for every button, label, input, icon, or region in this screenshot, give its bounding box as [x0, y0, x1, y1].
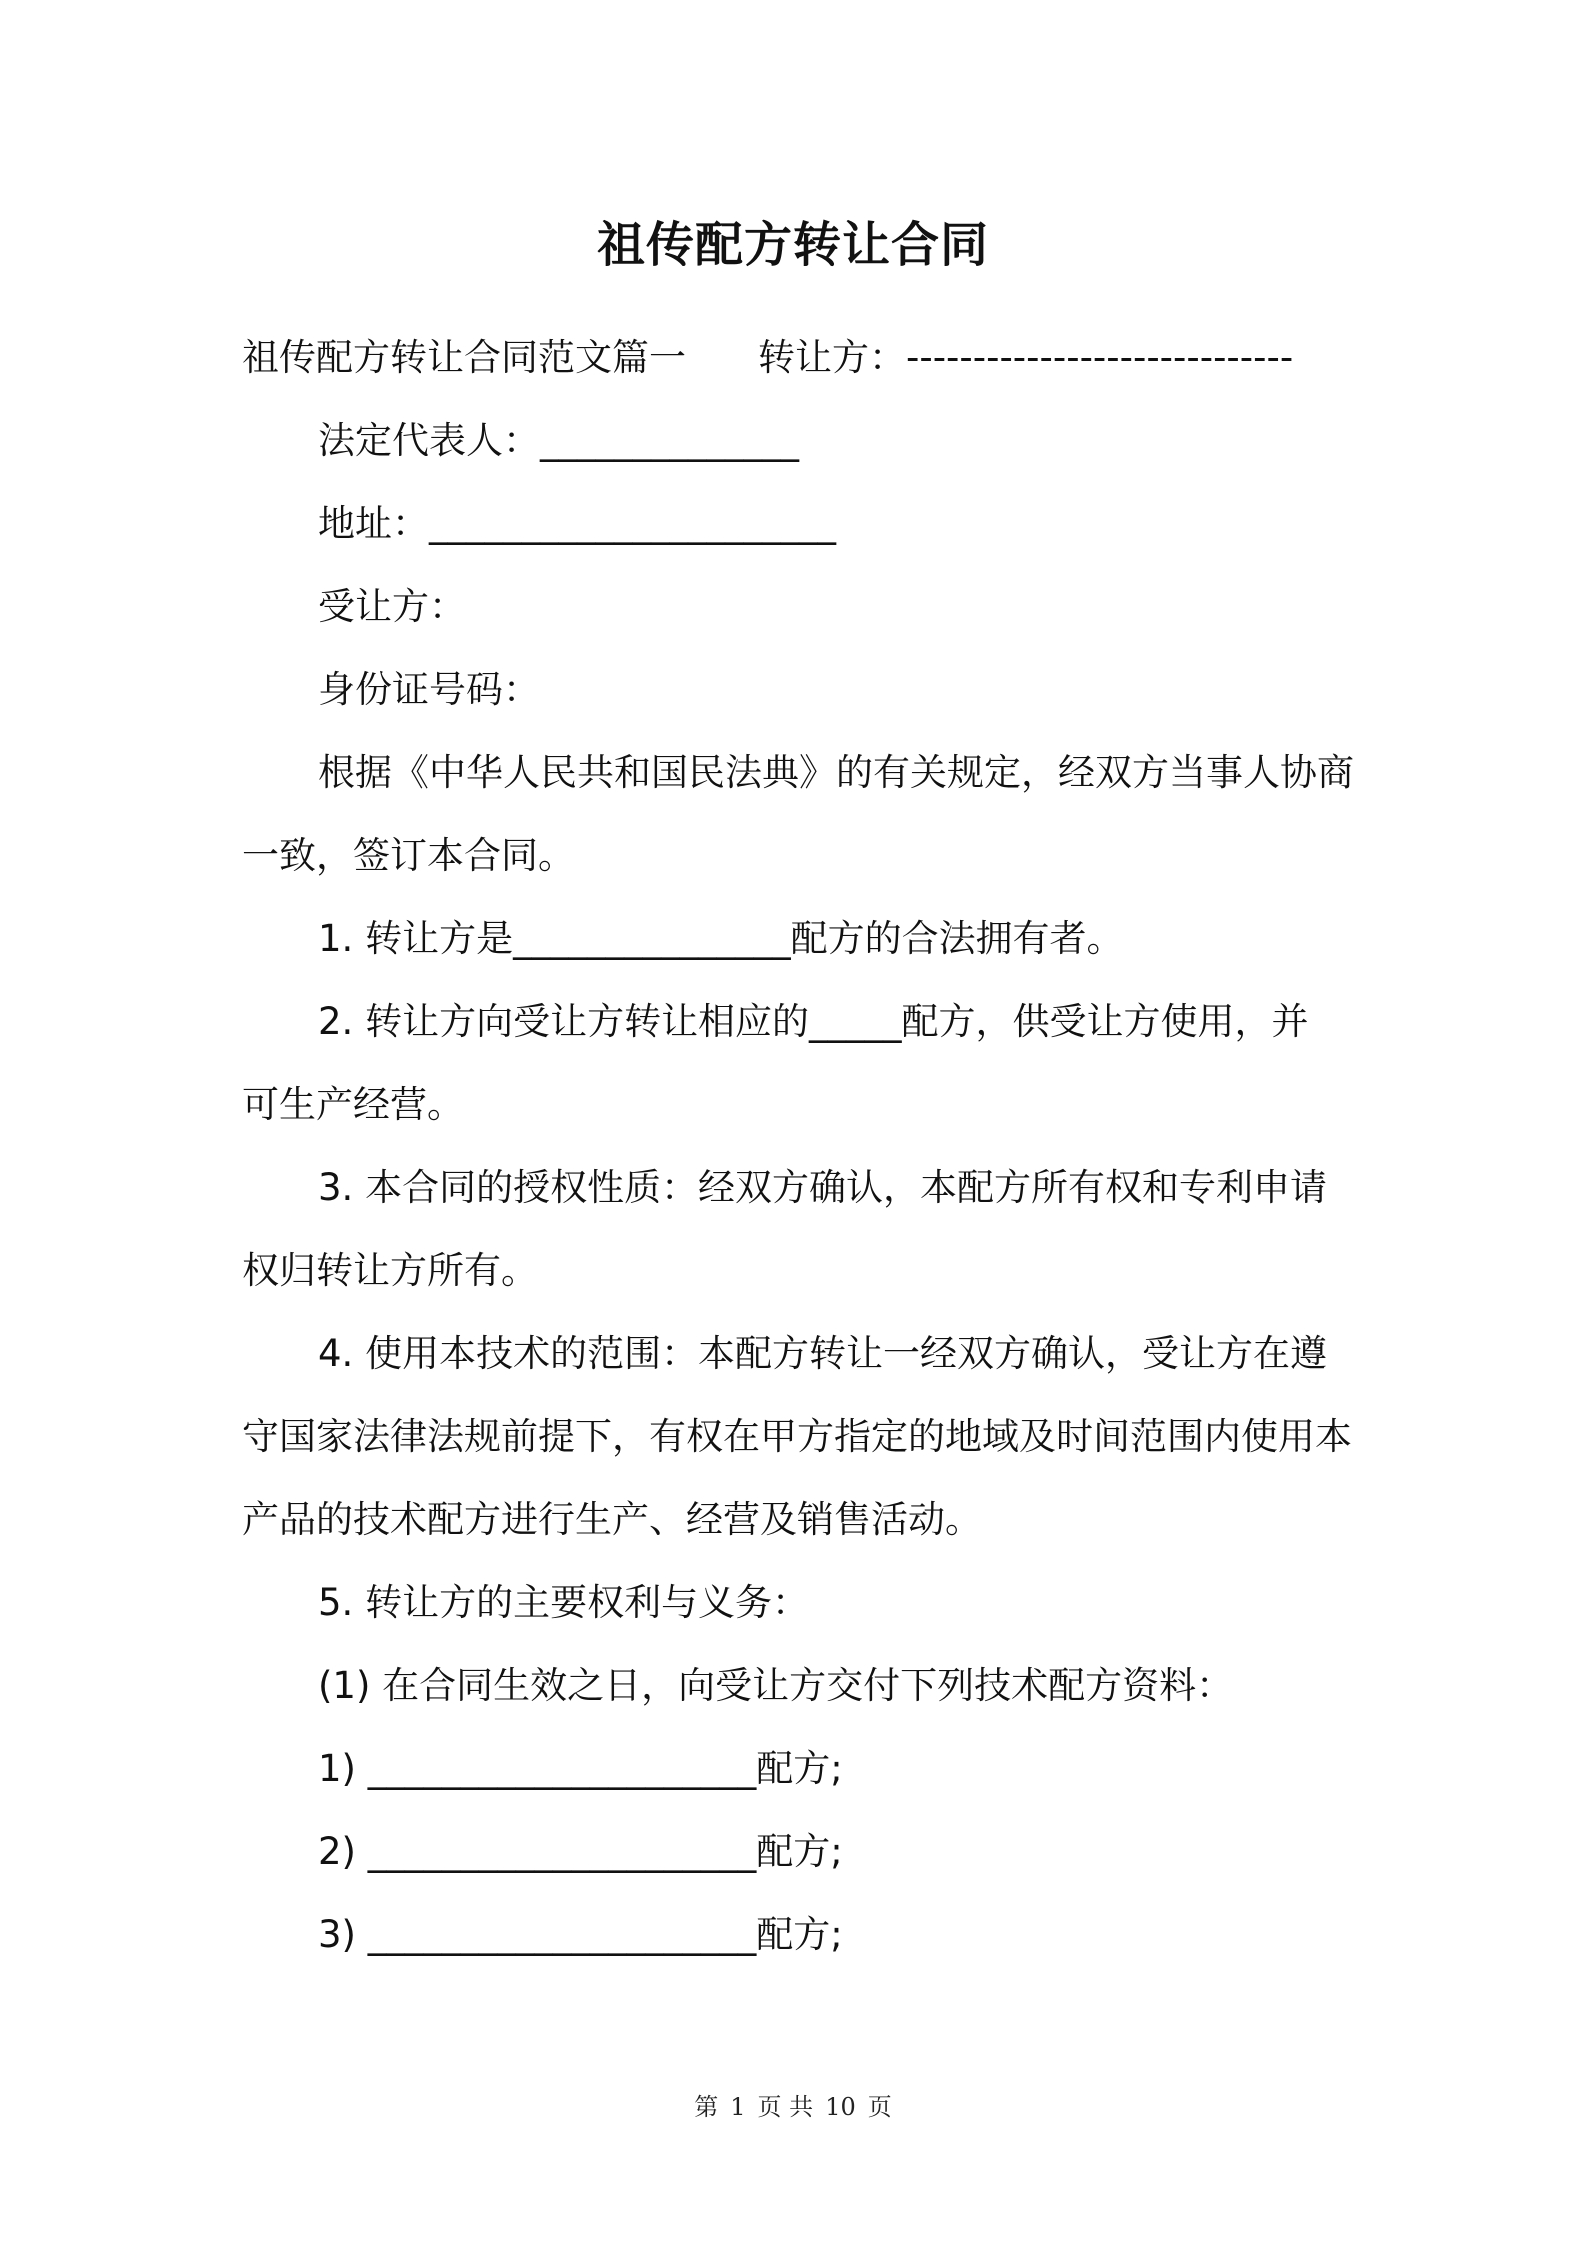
clause-4-line-3: 产品的技术配方进行生产、经营及销售活动。 — [242, 1498, 982, 1541]
clause-4-line-1: 4. 使用本技术的范围：本配方转让一经双方确认，受让方在遵 — [318, 1332, 1328, 1375]
heading-line — [242, 330, 1293, 386]
page-number: 1 — [730, 2093, 746, 2121]
preamble-line-1: 根据《中华人民共和国民法典》的有关规定，经双方当事人协商 — [318, 751, 1354, 794]
transferor-label: 转让方：----------------------------- — [758, 336, 1294, 379]
legal-representative-line: 法定代表人：______________ — [318, 419, 799, 462]
document-title: 祖传配方转让合同 — [596, 217, 989, 273]
clause-3-line-2: 权归转让方所有。 — [242, 1249, 538, 1292]
transferee-line: 受让方： — [318, 585, 466, 628]
clause-2-line-2: 可生产经营。 — [242, 1083, 464, 1126]
recipe-item-3: 3) _____________________配方; — [318, 1913, 843, 1956]
footer-mid: 页 共 — [757, 2093, 814, 2121]
page-footer — [0, 2090, 1586, 2124]
clause-3-line-1: 3. 本合同的授权性质：经双方确认，本配方所有权和专利申请 — [318, 1166, 1328, 1209]
clause-2-line-1: 2. 转让方向受让方转让相应的_____配方，供受让方使用，并 — [318, 1000, 1309, 1043]
footer-prefix: 第 — [694, 2093, 719, 2121]
id-number-line: 身份证号码： — [318, 668, 540, 711]
clause-5: 5. 转让方的主要权利与义务： — [318, 1581, 810, 1624]
recipe-item-1: 1) _____________________配方; — [318, 1747, 843, 1790]
page-total: 10 — [825, 2093, 856, 2121]
clause-1: 1. 转让方是_______________配方的合法拥有者。 — [318, 917, 1124, 960]
document-heading: 祖传配方转让合同范文篇一 — [242, 336, 686, 379]
clause-4-line-2: 守国家法律法规前提下，有权在甲方指定的地域及时间范围内使用本 — [242, 1415, 1352, 1458]
footer-suffix: 页 — [867, 2093, 892, 2121]
address-line: 地址：______________________ — [318, 502, 836, 545]
clause-5-sub-1: (1) 在合同生效之日，向受让方交付下列技术配方资料： — [318, 1664, 1234, 1707]
recipe-item-2: 2) _____________________配方; — [318, 1830, 843, 1873]
preamble-line-2: 一致，签订本合同。 — [242, 834, 575, 877]
